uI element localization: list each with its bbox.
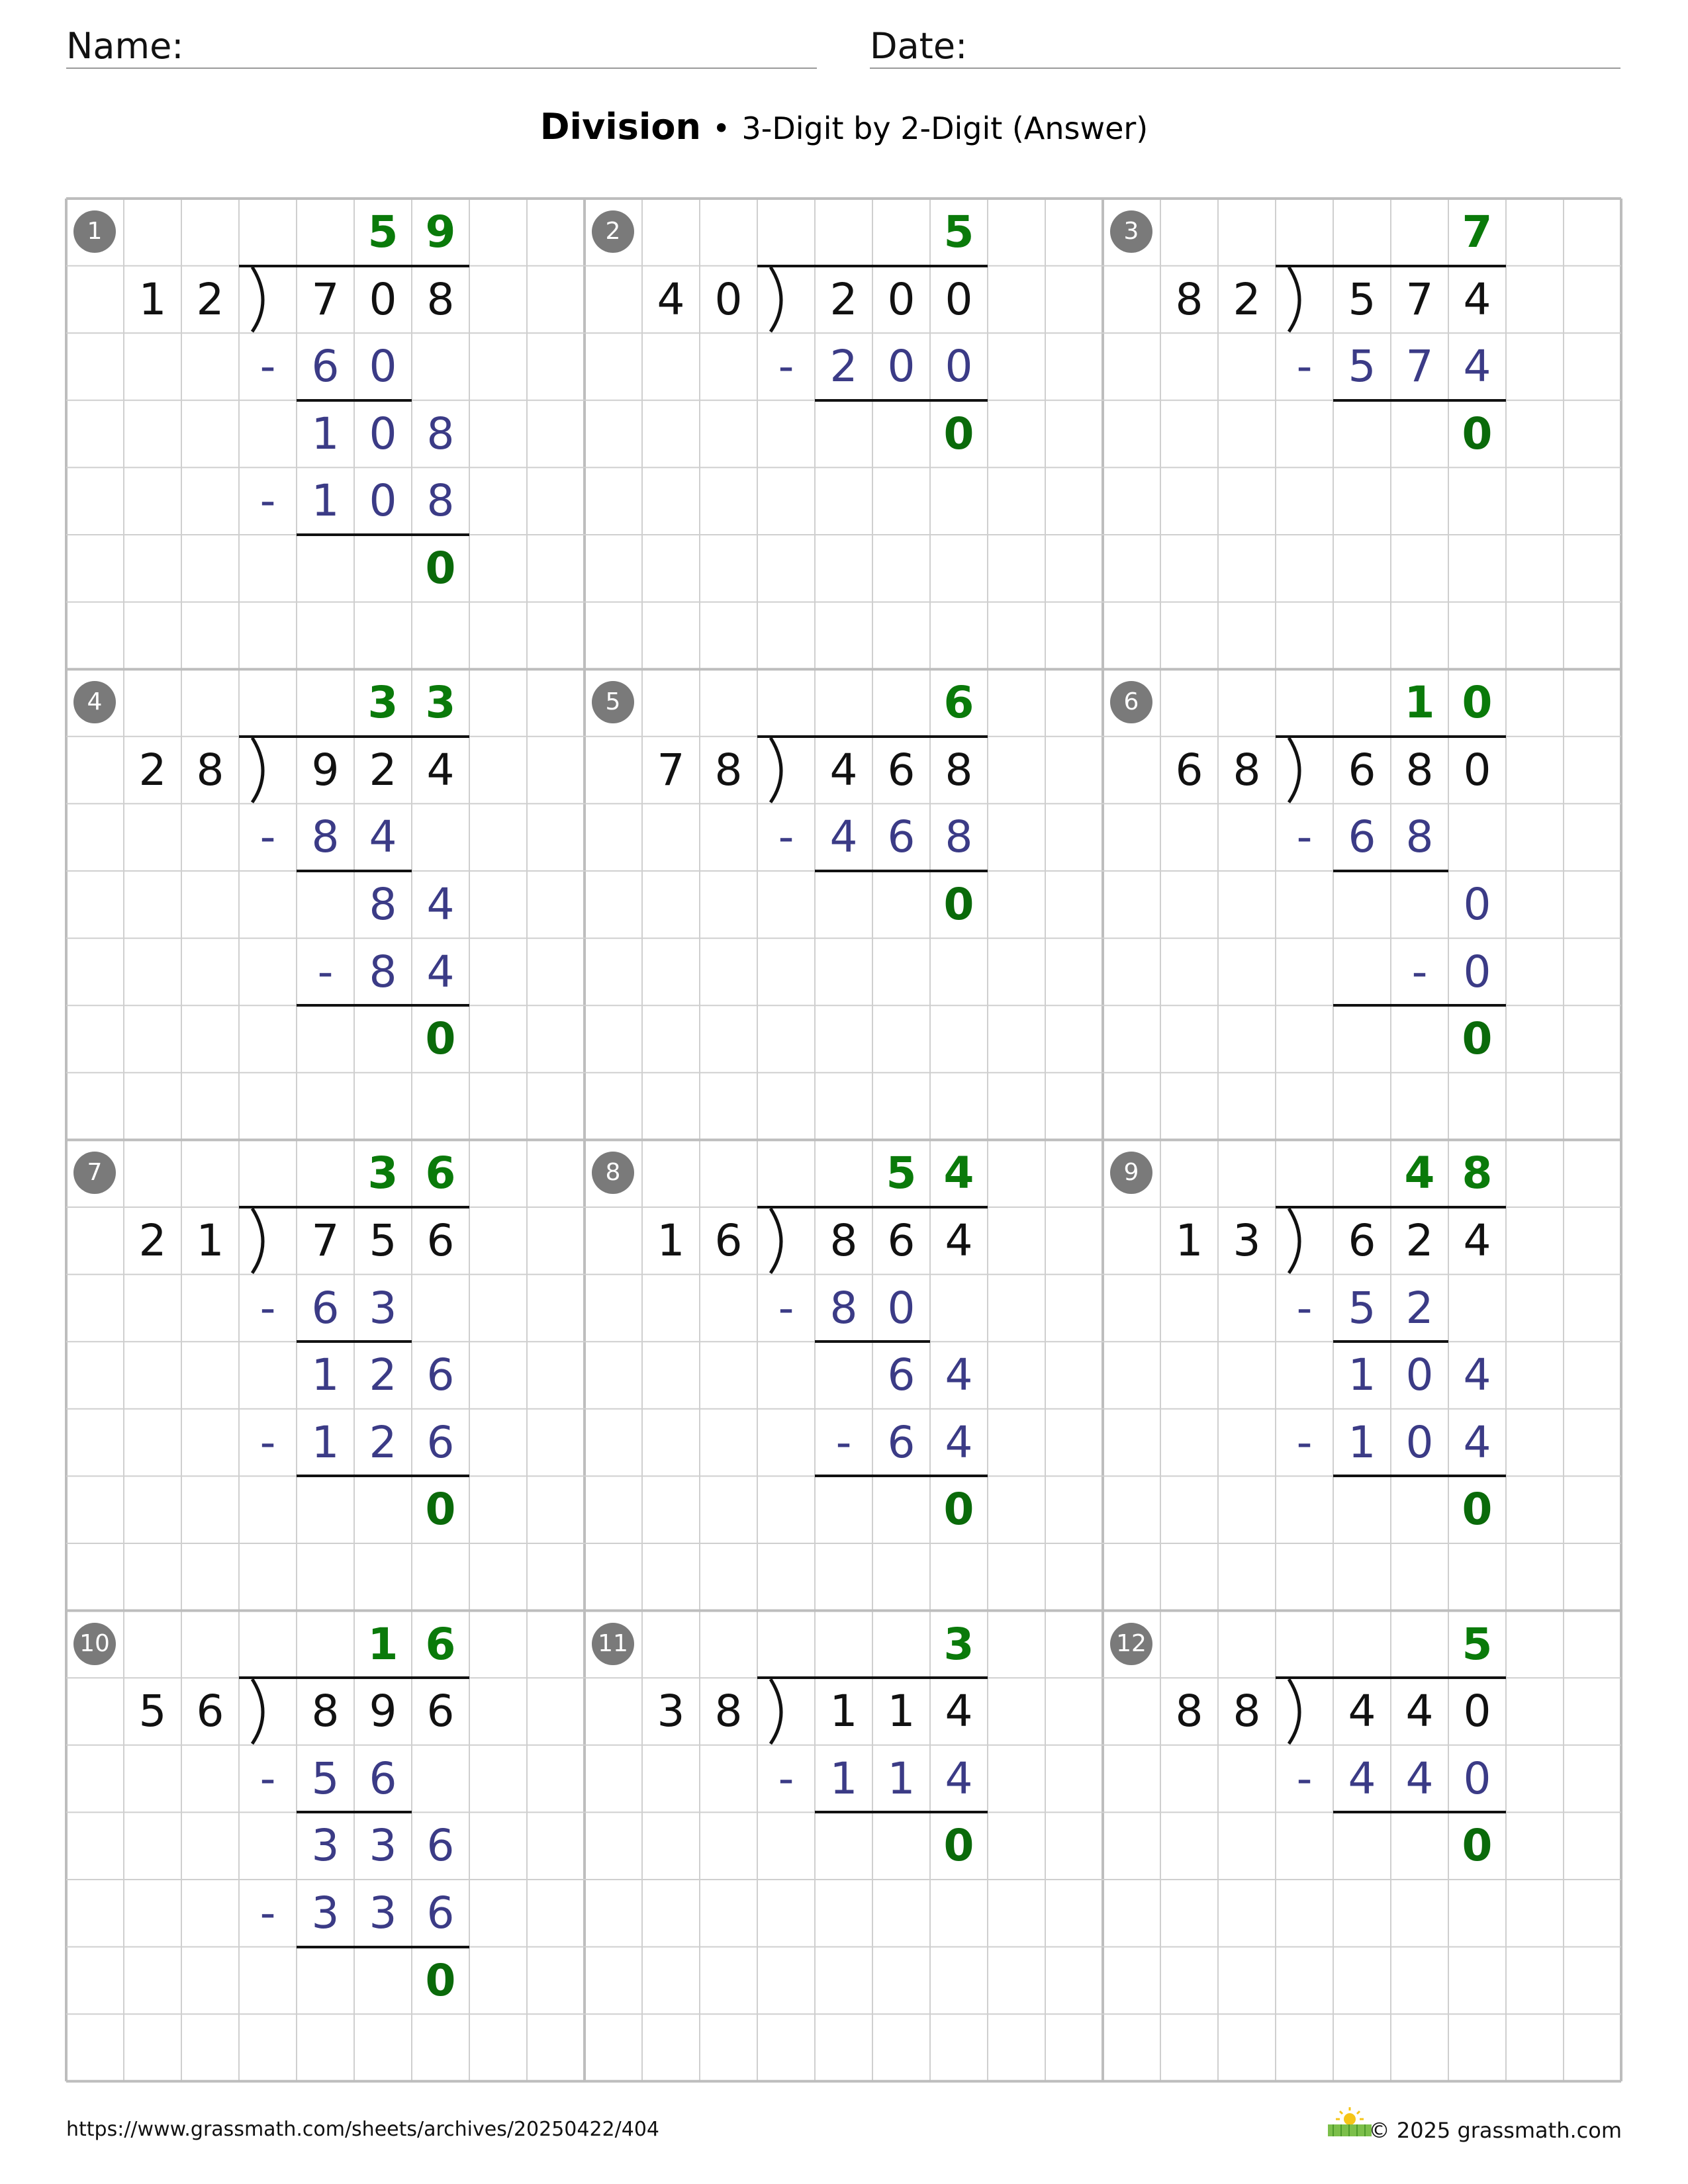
remainder-digit: 0 — [425, 543, 456, 594]
work-digit: 3 — [311, 1888, 340, 1938]
division-bracket — [1289, 1208, 1299, 1273]
quotient-digit: 5 — [367, 206, 399, 257]
dividend-digit: 8 — [829, 1215, 858, 1266]
problem-number-badge: 4 — [73, 681, 116, 723]
problem-number-badge: 11 — [592, 1623, 634, 1665]
work-digit: 0 — [1463, 1752, 1491, 1804]
work-digit: 6 — [887, 1349, 915, 1401]
quotient-digit: 5 — [1462, 1618, 1493, 1670]
minus-sign: - — [778, 1752, 794, 1804]
quotient-digit: 6 — [425, 1148, 456, 1199]
work-digit: 3 — [369, 1820, 397, 1872]
title-bullet: • — [712, 111, 731, 146]
divisor-digit: 6 — [714, 1215, 743, 1266]
dividend-digit: 8 — [426, 273, 455, 325]
dividend-digit: 5 — [1348, 273, 1376, 325]
work-digit: 1 — [311, 475, 340, 527]
divisor-digit: 1 — [138, 273, 167, 325]
dividend-digit: 4 — [1405, 1686, 1434, 1737]
minus-sign: - — [317, 946, 334, 997]
dividend-digit: 9 — [311, 744, 340, 796]
footer-url: https://www.grassmath.com/sheets/archives/20250422/404 — [66, 2118, 660, 2141]
dividend-digit: 7 — [311, 273, 340, 325]
quotient-digit: 5 — [886, 1148, 917, 1199]
subtraction-line — [239, 1676, 469, 1679]
work-digit: 0 — [887, 1282, 915, 1334]
quotient-digit: 7 — [1462, 206, 1493, 257]
minus-sign: - — [1296, 341, 1313, 392]
dividend-digit: 6 — [1348, 1215, 1376, 1266]
work-digit: 6 — [426, 1820, 455, 1872]
dividend-digit: 6 — [426, 1215, 455, 1266]
work-digit: 8 — [829, 1282, 858, 1334]
divisor-digit: 2 — [138, 1215, 167, 1266]
work-digit: 4 — [426, 946, 455, 997]
division-bracket — [252, 1208, 263, 1273]
divisor-digit: 8 — [714, 744, 743, 796]
minus-sign: - — [259, 1752, 276, 1804]
dividend-digit: 8 — [1405, 744, 1434, 796]
subtraction-line — [239, 265, 469, 267]
work-digit: 1 — [1348, 1349, 1376, 1401]
subtraction-line — [757, 1676, 988, 1679]
dividend-digit: 0 — [1463, 744, 1491, 796]
work-digit: 1 — [1348, 1416, 1376, 1468]
dividend-digit: 2 — [1405, 1215, 1434, 1266]
remainder-digit: 0 — [425, 1013, 456, 1065]
dividend-digit: 4 — [945, 1215, 973, 1266]
work-digit: 6 — [887, 811, 915, 863]
minus-sign: - — [1296, 1752, 1313, 1804]
remainder-digit: 0 — [943, 1484, 974, 1535]
divisor-digit: 3 — [657, 1686, 685, 1737]
divisor-digit: 8 — [714, 1686, 743, 1737]
divisor-digit: 7 — [657, 744, 685, 796]
dividend-digit: 8 — [945, 744, 973, 796]
divisor-digit: 1 — [657, 1215, 685, 1266]
dividend-digit: 0 — [1463, 1686, 1491, 1737]
work-digit: 3 — [369, 1888, 397, 1938]
work-digit: 2 — [829, 341, 858, 392]
minus-sign: - — [259, 1416, 276, 1468]
division-bracket — [252, 738, 263, 803]
dividend-digit: 5 — [369, 1215, 397, 1266]
remainder-digit: 0 — [943, 408, 974, 459]
problem-number-badge: 9 — [1110, 1152, 1152, 1194]
work-digit: 6 — [426, 1888, 455, 1938]
work-digit: 4 — [426, 879, 455, 930]
minus-sign: - — [835, 1416, 852, 1468]
division-bracket — [771, 267, 781, 332]
work-digit: 0 — [1405, 1349, 1434, 1401]
dividend-digit: 7 — [311, 1215, 340, 1266]
dividend-digit: 8 — [311, 1686, 340, 1737]
remainder-digit: 0 — [1462, 408, 1493, 459]
work-digit: 8 — [945, 811, 973, 863]
work-digit: 0 — [369, 341, 397, 392]
work-digit: 4 — [1463, 1416, 1491, 1468]
work-digit: 4 — [945, 1752, 973, 1804]
dividend-digit: 1 — [887, 1686, 915, 1737]
quotient-digit: 3 — [943, 1618, 974, 1670]
work-digit: 8 — [369, 946, 397, 997]
minus-sign: - — [1296, 811, 1313, 863]
minus-sign: - — [778, 1282, 794, 1334]
work-digit: 8 — [426, 408, 455, 459]
dividend-digit: 6 — [887, 1215, 915, 1266]
title-subtitle: 3-Digit by 2-Digit (Answer) — [741, 111, 1149, 146]
work-digit: 5 — [311, 1752, 340, 1804]
minus-sign: - — [1411, 946, 1428, 997]
problem-number-badge: 6 — [1110, 681, 1152, 723]
subtraction-line — [1276, 265, 1506, 267]
work-digit: 1 — [311, 1349, 340, 1401]
work-digit: 1 — [311, 1416, 340, 1468]
subtraction-line — [1276, 1676, 1506, 1679]
divisor-digit: 8 — [1233, 1686, 1261, 1737]
work-digit: 7 — [1405, 341, 1434, 392]
quotient-digit: 1 — [367, 1618, 399, 1670]
work-digit: 4 — [829, 811, 858, 863]
division-bracket — [1289, 738, 1299, 803]
minus-sign: - — [778, 811, 794, 863]
dividend-digit: 9 — [369, 1686, 397, 1737]
work-digit: 6 — [887, 1416, 915, 1468]
quotient-digit: 8 — [1462, 1148, 1493, 1199]
problem-number-badge: 1 — [73, 210, 116, 253]
divisor-digit: 8 — [1175, 1686, 1203, 1737]
work-digit: 8 — [1405, 811, 1434, 863]
title-main: Division — [539, 106, 701, 148]
work-digit: 3 — [369, 1282, 397, 1334]
dividend-digit: 4 — [1463, 273, 1491, 325]
quotient-digit: 1 — [1404, 677, 1435, 729]
work-digit: 4 — [1348, 1752, 1376, 1804]
divisor-digit: 6 — [196, 1686, 224, 1737]
minus-sign: - — [259, 341, 276, 392]
quotient-digit: 3 — [367, 1148, 399, 1199]
minus-sign: - — [259, 1282, 276, 1334]
work-digit: 6 — [369, 1752, 397, 1804]
work-digit: 6 — [311, 341, 340, 392]
work-digit: 6 — [1348, 811, 1376, 863]
remainder-digit: 0 — [425, 1954, 456, 2006]
work-digit: 0 — [887, 341, 915, 392]
work-digit: 6 — [426, 1416, 455, 1468]
remainder-digit: 0 — [943, 1820, 974, 1872]
work-digit: 0 — [1405, 1416, 1434, 1468]
dividend-digit: 2 — [369, 744, 397, 796]
subtraction-line — [239, 735, 469, 738]
dividend-digit: 0 — [945, 273, 973, 325]
divisor-digit: 6 — [1175, 744, 1203, 796]
work-digit: 8 — [311, 811, 340, 863]
work-digit: 4 — [1405, 1752, 1434, 1804]
divisor-digit: 8 — [1175, 273, 1203, 325]
remainder-digit: 0 — [943, 879, 974, 930]
dividend-digit: 0 — [369, 273, 397, 325]
dividend-digit: 7 — [1405, 273, 1434, 325]
remainder-digit: 0 — [425, 1484, 456, 1535]
quotient-digit: 5 — [943, 206, 974, 257]
division-bracket — [771, 1208, 781, 1273]
division-bracket — [252, 267, 263, 332]
work-digit: 6 — [311, 1282, 340, 1334]
quotient-digit: 6 — [943, 677, 974, 729]
division-bracket — [771, 1679, 781, 1744]
divisor-digit: 2 — [196, 273, 224, 325]
subtraction-line — [757, 1206, 988, 1208]
problem-number-badge: 3 — [1110, 210, 1152, 253]
divisor-digit: 0 — [714, 273, 743, 325]
work-digit: 2 — [1405, 1282, 1434, 1334]
minus-sign: - — [1296, 1416, 1313, 1468]
divisor-digit: 2 — [1233, 273, 1261, 325]
divisor-digit: 1 — [196, 1215, 224, 1266]
quotient-digit: 0 — [1462, 677, 1493, 729]
work-digit: 0 — [945, 341, 973, 392]
dividend-digit: 0 — [887, 273, 915, 325]
subtraction-line — [239, 1206, 469, 1208]
work-digit: 4 — [945, 1349, 973, 1401]
divisor-digit: 1 — [1175, 1215, 1203, 1266]
work-digit: 0 — [1463, 946, 1491, 997]
problem-number-badge: 12 — [1110, 1623, 1152, 1665]
divisor-digit: 3 — [1233, 1215, 1261, 1266]
work-digit: 0 — [369, 475, 397, 527]
work-digit: 2 — [369, 1349, 397, 1401]
quotient-digit: 6 — [425, 1618, 456, 1670]
quotient-digit: 3 — [367, 677, 399, 729]
dividend-digit: 4 — [1348, 1686, 1376, 1737]
problem-number-badge: 5 — [592, 681, 634, 723]
divisor-digit: 8 — [1233, 744, 1261, 796]
dividend-digit: 2 — [829, 273, 858, 325]
dividend-digit: 6 — [426, 1686, 455, 1737]
dividend-digit: 4 — [829, 744, 858, 796]
division-bracket — [1289, 267, 1299, 332]
work-digit: 5 — [1348, 341, 1376, 392]
problem-number-badge: 8 — [592, 1152, 634, 1194]
dividend-digit: 4 — [945, 1686, 973, 1737]
minus-sign: - — [259, 811, 276, 863]
quotient-digit: 9 — [425, 206, 456, 257]
problem-number-badge: 7 — [73, 1152, 116, 1194]
minus-sign: - — [259, 1888, 276, 1938]
work-digit: 2 — [369, 1416, 397, 1468]
remainder-digit: 0 — [1462, 1484, 1493, 1535]
dividend-digit: 6 — [1348, 744, 1376, 796]
subtraction-line — [757, 735, 988, 738]
remainder-digit: 0 — [1462, 1820, 1493, 1872]
work-digit: 1 — [311, 408, 340, 459]
divisor-digit: 4 — [657, 273, 685, 325]
minus-sign: - — [778, 341, 794, 392]
dividend-digit: 4 — [1463, 1215, 1491, 1266]
divisor-digit: 2 — [138, 744, 167, 796]
grass-sun-logo-icon — [1327, 2105, 1373, 2138]
division-bracket — [771, 738, 781, 803]
quotient-digit: 4 — [1404, 1148, 1435, 1199]
work-digit: 0 — [1463, 879, 1491, 930]
work-digit: 1 — [829, 1752, 858, 1804]
work-digit: 6 — [426, 1349, 455, 1401]
work-digit: 4 — [1463, 1349, 1491, 1401]
divisor-digit: 5 — [138, 1686, 167, 1737]
division-bracket — [252, 1679, 263, 1744]
work-digit: 8 — [426, 475, 455, 527]
problem-number-badge: 2 — [592, 210, 634, 253]
work-digit: 8 — [369, 879, 397, 930]
division-bracket — [1289, 1679, 1299, 1744]
work-digit: 4 — [369, 811, 397, 863]
work-digit: 5 — [1348, 1282, 1376, 1334]
work-digit: 1 — [887, 1752, 915, 1804]
work-digit: 3 — [311, 1820, 340, 1872]
subtraction-line — [1276, 735, 1506, 738]
work-digit: 0 — [369, 408, 397, 459]
quotient-digit: 4 — [943, 1148, 974, 1199]
quotient-digit: 3 — [425, 677, 456, 729]
work-digit: 4 — [1463, 341, 1491, 392]
minus-sign: - — [1296, 1282, 1313, 1334]
subtraction-line — [757, 265, 988, 267]
problem-number-badge: 10 — [73, 1623, 116, 1665]
date-label: Date: — [870, 25, 968, 67]
minus-sign: - — [259, 475, 276, 527]
footer-copyright: © 2025 grassmath.com — [1368, 2118, 1622, 2143]
name-label: Name: — [66, 25, 184, 67]
work-digit: 4 — [945, 1416, 973, 1468]
dividend-digit: 1 — [829, 1686, 858, 1737]
dividend-digit: 6 — [887, 744, 915, 796]
subtraction-line — [1276, 1206, 1506, 1208]
divisor-digit: 8 — [196, 744, 224, 796]
remainder-digit: 0 — [1462, 1013, 1493, 1065]
subtraction-line — [1333, 870, 1448, 872]
dividend-digit: 4 — [426, 744, 455, 796]
